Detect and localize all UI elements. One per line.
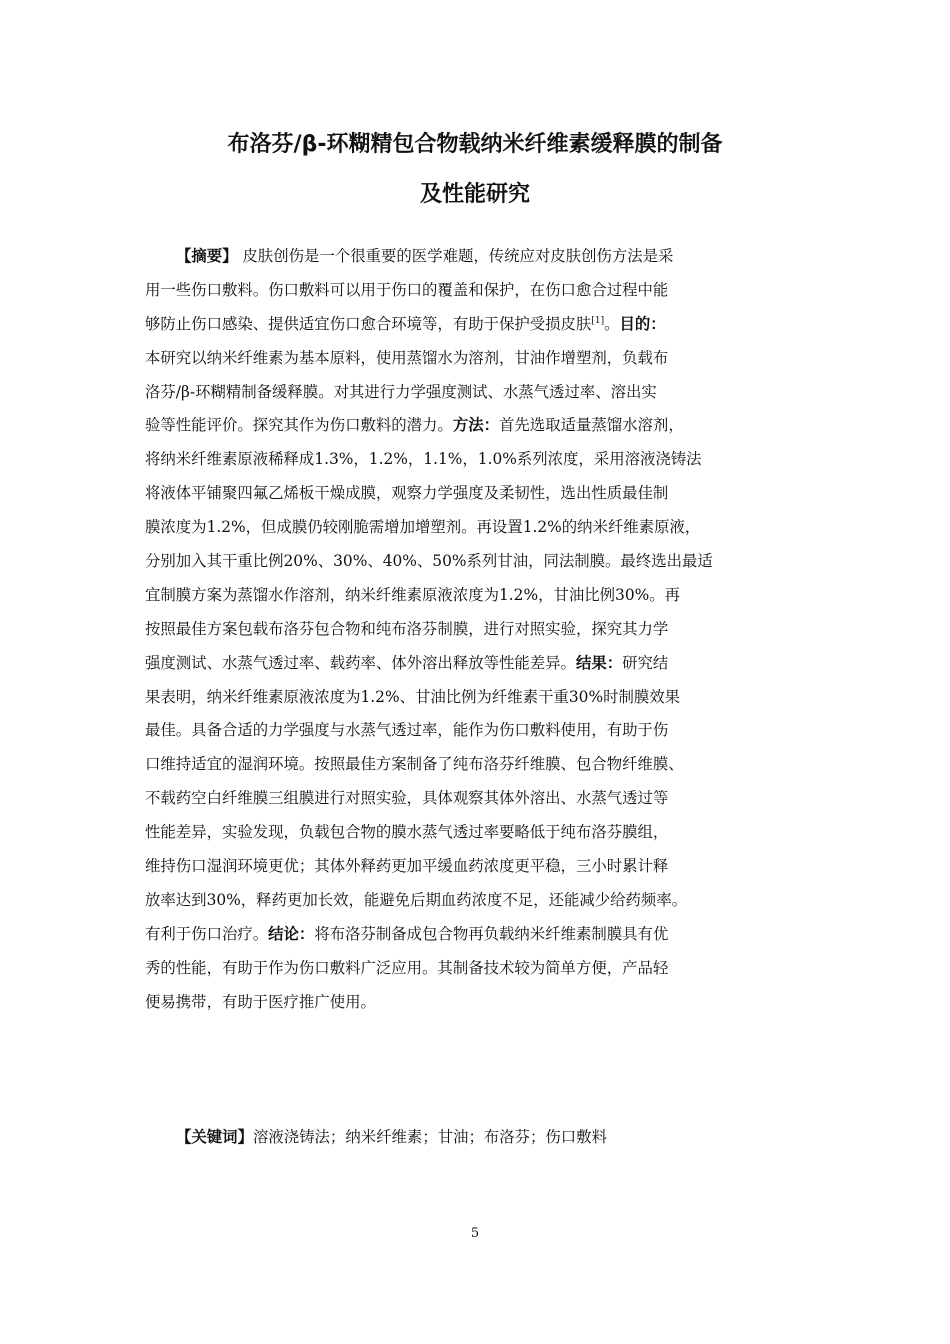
result-label: 结果：	[575, 653, 623, 672]
abstract-line	[145, 308, 810, 342]
abstract-line: 最佳。具备合适的力学强度与水蒸气透过率，能作为伤口敷料使用，有助于伤	[145, 721, 669, 740]
abstract-text: 强度测试、水蒸气透过率、载药率、体外溶出释放等性能差异。	[145, 653, 576, 672]
keywords-label: 【关键词】	[176, 1128, 253, 1146]
keywords-section	[176, 1122, 816, 1152]
method-label: 方法：	[452, 416, 500, 435]
abstract-line	[145, 409, 810, 443]
abstract-line: 秀的性能，有助于作为伤口敷料广泛应用。其制备技术较为简单方便，产品轻	[145, 958, 669, 977]
abstract-line: 洛芬/β-环糊精制备缓释膜。对其进行力学强度测试、水蒸气透过率、溶出实	[145, 382, 657, 401]
abstract-line: 将纳米纤维素原液稀释成1.3%，1.2%，1.1%，1.0%系列浓度，采用溶液浇铸法	[145, 450, 702, 469]
abstract-line: 性能差异，实验发现，负载包合物的膜水蒸气透过率要略低于纯布洛芬膜组，	[145, 823, 669, 842]
abstract-line: 本研究以纳米纤维素为基本原料，使用蒸馏水为溶剂，甘油作增塑剂，负载布	[145, 348, 669, 367]
abstract-line	[145, 918, 810, 952]
abstract-line: 维持伤口湿润环境更优；其体外释药更加平缓血药浓度更平稳，三小时累计释	[145, 857, 669, 876]
conclusion-label: 结论：	[268, 924, 315, 943]
abstract-line	[145, 647, 810, 681]
abstract-line: 按照最佳方案包载布洛芬包合物和纯布洛芬制膜，进行对照实验，探究其力学	[145, 619, 669, 638]
abstract-text: 。	[604, 314, 620, 333]
abstract-section	[145, 240, 810, 1019]
abstract-line: 便易携带，有助于医疗推广使用。	[145, 992, 376, 1011]
abstract-line: 放率达到30%，释药更加长效，能避免后期血药浓度不足，还能减少给药频率。	[145, 890, 688, 909]
abstract-line: 将液体平铺聚四氟乙烯板干燥成膜，观察力学强度及柔韧性，选出性质最佳制	[145, 484, 669, 503]
abstract-line: 膜浓度为1.2%，但成膜仍较刚脆需增加增塑剂。再设置1.2%的纳米纤维素原液，	[145, 518, 701, 537]
page-number: 5	[470, 1226, 480, 1241]
abstract-text: 验等性能评价。探究其作为伤口敷料的潜力。	[145, 416, 453, 435]
paper-title-line-2: 及性能研究	[419, 182, 530, 207]
abstract-label: 【摘要】	[176, 247, 238, 265]
abstract-line: 用一些伤口敷料。伤口敷料可以用于伤口的覆盖和保护，在伤口愈合过程中能	[145, 280, 669, 299]
abstract-line: 果表明，纳米纤维素原液浓度为1.2%、甘油比例为纤维素干重30%时制膜效果	[145, 687, 681, 706]
abstract-line: 分别加入其干重比例20%、30%、40%、50%系列甘油，同法制膜。最终选出最适	[145, 552, 713, 571]
abstract-line: 宜制膜方案为蒸馏水作溶剂，纳米纤维素原液浓度为1.2%，甘油比例30%。再	[145, 585, 681, 604]
objective-label: 目的：	[619, 314, 666, 333]
keywords-text: 溶液浇铸法；纳米纤维素；甘油；布洛芬；伤口敷料	[252, 1128, 607, 1146]
citation-ref[interactable]: [1]	[591, 315, 605, 326]
paper-title-line-1: 布洛芬/β-环糊精包合物载纳米纤维素缓释膜的制备	[227, 132, 723, 157]
abstract-text: 有利于伤口治疗。	[145, 924, 269, 943]
abstract-text: 首先选取适量蒸馏水溶剂，	[499, 416, 684, 435]
abstract-line: 口维持适宜的湿润环境。按照最佳方案制备了纯布洛芬纤维膜、包合物纤维膜、	[145, 755, 684, 774]
abstract-line	[145, 240, 810, 274]
abstract-text: 研究结	[622, 653, 669, 672]
abstract-text: 够防止伤口感染、提供适宜伤口愈合环境等，有助于保护受损皮肤	[145, 314, 592, 333]
abstract-line: 不载药空白纤维膜三组膜进行对照实验，具体观察其体外溶出、水蒸气透过等	[145, 789, 669, 808]
abstract-text: 将布洛芬制备成包合物再负载纳米纤维素制膜具有优	[314, 924, 669, 943]
abstract-text: 皮肤创伤是一个很重要的医学难题，传统应对皮肤创伤方法是采	[242, 247, 674, 265]
